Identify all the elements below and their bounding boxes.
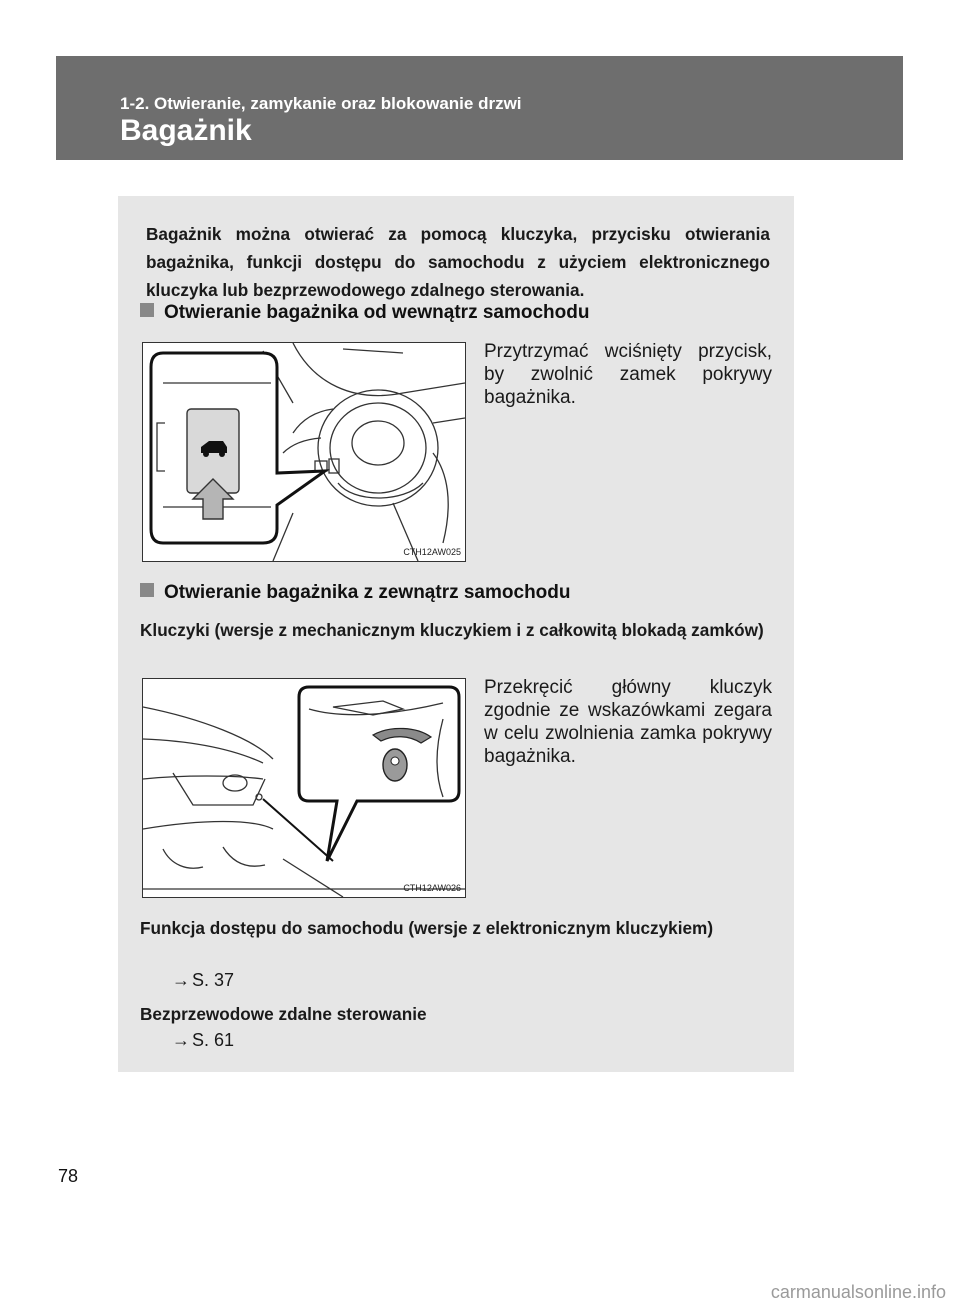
figure-code: CTH12AW025: [403, 547, 461, 557]
reference-smart-entry-label: Funkcja dostępu do samochodu (wersje z elektronicznym kluczykiem): [140, 918, 714, 938]
section-heading-inside: [140, 302, 589, 324]
page-number: 78: [58, 1166, 79, 1186]
watermark: carmanualsonline.info: [770, 1282, 946, 1302]
square-bullet-icon: [140, 583, 154, 597]
section-heading-outside-text: Otwieranie bagażnika z zewnątrz samochodu: [164, 582, 571, 603]
reference-remote-page[interactable]: [172, 1030, 234, 1051]
reference-smart-entry-page[interactable]: [172, 970, 234, 991]
chapter-header: [56, 56, 903, 160]
page-title: Bagażnik: [120, 114, 252, 147]
reference-page-text: S. 61: [192, 1030, 235, 1050]
content-panel: [118, 196, 794, 1072]
illustration-interior-button: [142, 342, 466, 562]
section-heading-inside-text: Otwieranie bagażnika od wewnątrz samochodu: [164, 302, 590, 323]
intro-paragraph: Bagażnik można otwierać za pomocą kluczyka, przycisku otwierania bagażnika, funkcji dostępu do samochodu z użyciem elektronicznego kluczyka lub bezprzewodowego zdalnego sterowania.: [146, 224, 770, 300]
reference-page-text: S. 37: [192, 970, 235, 990]
caption-interior: Przytrzymać wciśnięty przycisk, by zwolnić zamek pokrywy bagażnika.: [484, 341, 772, 408]
arrow-right-icon: →: [172, 970, 190, 990]
square-bullet-icon: [140, 303, 154, 317]
section-label: 1-2. Otwieranie, zamykanie oraz blokowanie drzwi: [120, 94, 522, 113]
illustration-exterior-key: [142, 678, 466, 898]
reference-remote-label: Bezprzewodowe zdalne sterowanie: [140, 1004, 427, 1024]
section-heading-outside: [140, 582, 571, 604]
arrow-right-icon: →: [172, 1030, 190, 1050]
key-version-note: Kluczyki (wersje z mechanicznym kluczykiem i z całkowitą blokadą zamków): [140, 620, 764, 640]
caption-exterior: Przekręcić główny kluczyk zgodnie ze wskazówkami zegara w celu zwolnienia zamka pokrywy bagażnika.: [484, 677, 772, 767]
figure-code: CTH12AW026: [403, 883, 461, 893]
